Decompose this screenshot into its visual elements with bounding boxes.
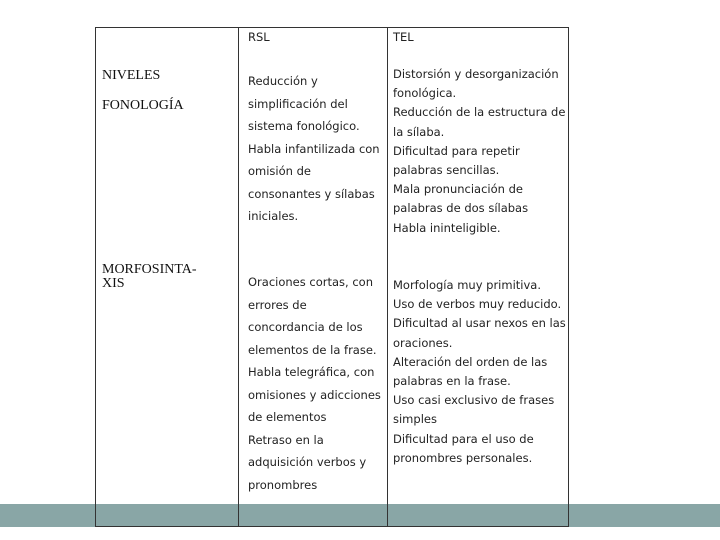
text-line: simples bbox=[393, 412, 437, 427]
text-line: Oraciones cortas, con bbox=[248, 275, 373, 289]
text-line: elementos de la frase. bbox=[248, 342, 377, 357]
text-line: Morfología muy primitiva. bbox=[393, 278, 541, 292]
text-line: de elementos bbox=[248, 410, 327, 424]
text-line: Mala pronunciación de bbox=[393, 182, 523, 197]
text-line: Dificultad para el uso de bbox=[393, 431, 534, 446]
text-line: simplificación del bbox=[248, 96, 348, 111]
text-line: adquisición verbos y bbox=[248, 455, 367, 469]
text-line: Alteración del orden de las bbox=[393, 354, 548, 369]
text-line: Dificultad para repetir bbox=[393, 143, 520, 158]
text-line: fonológica. bbox=[393, 86, 457, 101]
text-line: pronombres bbox=[248, 477, 318, 492]
text-line: Uso casi exclusivo de frases bbox=[393, 393, 555, 408]
row-label-fonologia bbox=[102, 98, 184, 114]
row-label-morfosintaxis bbox=[102, 263, 197, 291]
text-line: MORFOSINTA- bbox=[102, 262, 197, 277]
text-line: Dificultad al usar nexos en las bbox=[393, 316, 566, 331]
text-line: palabras de dos sílabas bbox=[393, 201, 529, 216]
text-line: omisiones y adicciones bbox=[248, 387, 381, 402]
text-line: oraciones. bbox=[393, 335, 453, 350]
text-line: Uso de verbos muy reducido. bbox=[393, 297, 562, 312]
text-line: Reducción y bbox=[248, 74, 318, 88]
text-line: XIS bbox=[102, 276, 125, 291]
header-rsl: RSL bbox=[248, 30, 270, 44]
fonologia-rsl-text bbox=[248, 70, 380, 228]
text-line: NIVELES bbox=[102, 68, 161, 83]
text-line: la sílaba. bbox=[393, 124, 445, 139]
text-line: Habla telegráfica, con bbox=[248, 365, 375, 379]
column-divider-1 bbox=[238, 28, 239, 526]
text-line: pronombres personales. bbox=[393, 450, 533, 465]
text-line: concordancia de los bbox=[248, 320, 363, 334]
text-line: Habla infantilizada con bbox=[248, 141, 380, 156]
row-label-niveles bbox=[102, 68, 160, 84]
text-line: iniciales. bbox=[248, 209, 299, 223]
text-line: FONOLOGÍA bbox=[102, 98, 184, 113]
fonologia-tel-text bbox=[393, 65, 565, 238]
text-line: palabras sencillas. bbox=[393, 163, 500, 178]
text-line: sistema fonológico. bbox=[248, 119, 360, 133]
text-line: palabras en la frase. bbox=[393, 374, 511, 389]
comparison-table bbox=[95, 27, 569, 527]
text-line: consonantes y sílabas bbox=[248, 186, 375, 201]
morfosintaxis-tel-text bbox=[393, 276, 566, 468]
text-line: Habla ininteligible. bbox=[393, 220, 501, 235]
header-tel: TEL bbox=[393, 30, 414, 44]
morfosintaxis-rsl-text bbox=[248, 271, 381, 496]
text-line: omisión de bbox=[248, 164, 311, 178]
text-line: errores de bbox=[248, 297, 307, 312]
text-line: Retraso en la bbox=[248, 432, 324, 447]
text-line: Distorsión y desorganización bbox=[393, 67, 559, 81]
text-line: Reducción de la estructura de bbox=[393, 105, 566, 120]
column-divider-2 bbox=[387, 28, 388, 526]
